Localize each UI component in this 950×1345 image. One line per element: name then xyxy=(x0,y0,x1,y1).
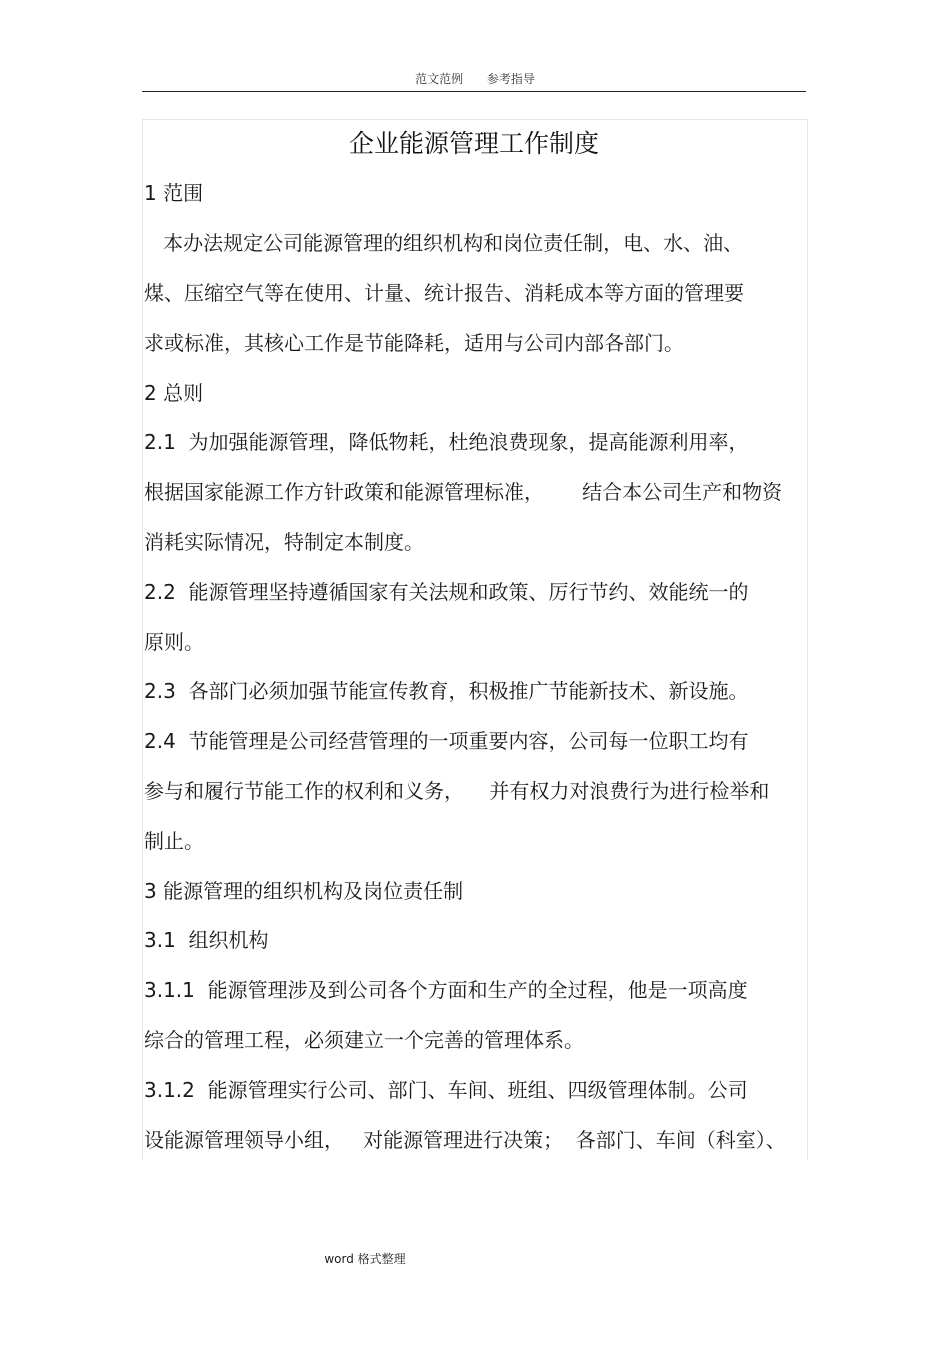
header-left-text: 范文范例 xyxy=(415,72,464,86)
paragraph-line: 综合的管理工程，必须建立一个完善的管理体系。 xyxy=(144,1028,584,1052)
paragraph-line: 2.4 节能管理是公司经营管理的一项重要内容，公司每一位职工均有 xyxy=(144,729,749,753)
paragraph-line: 本办法规定公司能源管理的组织机构和岗位责任制，电、水、油、 xyxy=(144,231,744,255)
subsection-heading: 3.1 组织机构 xyxy=(144,928,269,952)
paragraph-line: 消耗实际情况，特制定本制度。 xyxy=(144,530,424,554)
page-footer: word 格式整理 xyxy=(324,1252,406,1266)
section-heading-1: 1 范围 xyxy=(144,181,204,205)
paragraph-line: 3.1.2 能源管理实行公司、部门、车间、班组、四级管理体制。公司 xyxy=(144,1078,748,1102)
paragraph-line: 制止。 xyxy=(144,829,204,853)
page-header xyxy=(0,70,950,87)
paragraph-line: 煤、压缩空气等在使用、计量、统计报告、消耗成本等方面的管理要 xyxy=(144,281,744,305)
paragraph-line: 参与和履行节能工作的权利和义务， 并有权力对浪费行为进行检举和 xyxy=(144,779,770,803)
paragraph-line: 原则。 xyxy=(144,630,204,654)
paragraph-line: 设能源管理领导小组， 对能源管理进行决策； 各部门、车间（科室）、 xyxy=(144,1128,786,1152)
paragraph-line: 2.2 能源管理坚持遵循国家有关法规和政策、厉行节约、效能统一的 xyxy=(144,580,749,604)
paragraph-line: 3.1.1 能源管理涉及到公司各个方面和生产的全过程，他是一项高度 xyxy=(144,978,748,1002)
header-divider xyxy=(142,91,806,92)
paragraph-line: 求或标准，其核心工作是节能降耗，适用与公司内部各部门。 xyxy=(144,331,684,355)
section-heading-2: 2 总则 xyxy=(144,381,204,405)
paragraph-line: 2.1 为加强能源管理，降低物耗，杜绝浪费现象，提高能源利用率， xyxy=(144,430,749,454)
section-heading-3: 3 能源管理的组织机构及岗位责任制 xyxy=(144,879,464,903)
document-title: 企业能源管理工作制度 xyxy=(348,129,599,158)
paragraph-line: 根据国家能源工作方针政策和能源管理标准， 结合本公司生产和物资 xyxy=(144,480,783,504)
paragraph-line: 2.3 各部门必须加强节能宣传教育，积极推广节能新技术、新设施。 xyxy=(144,679,749,703)
header-right-text: 参考指导 xyxy=(486,72,535,86)
